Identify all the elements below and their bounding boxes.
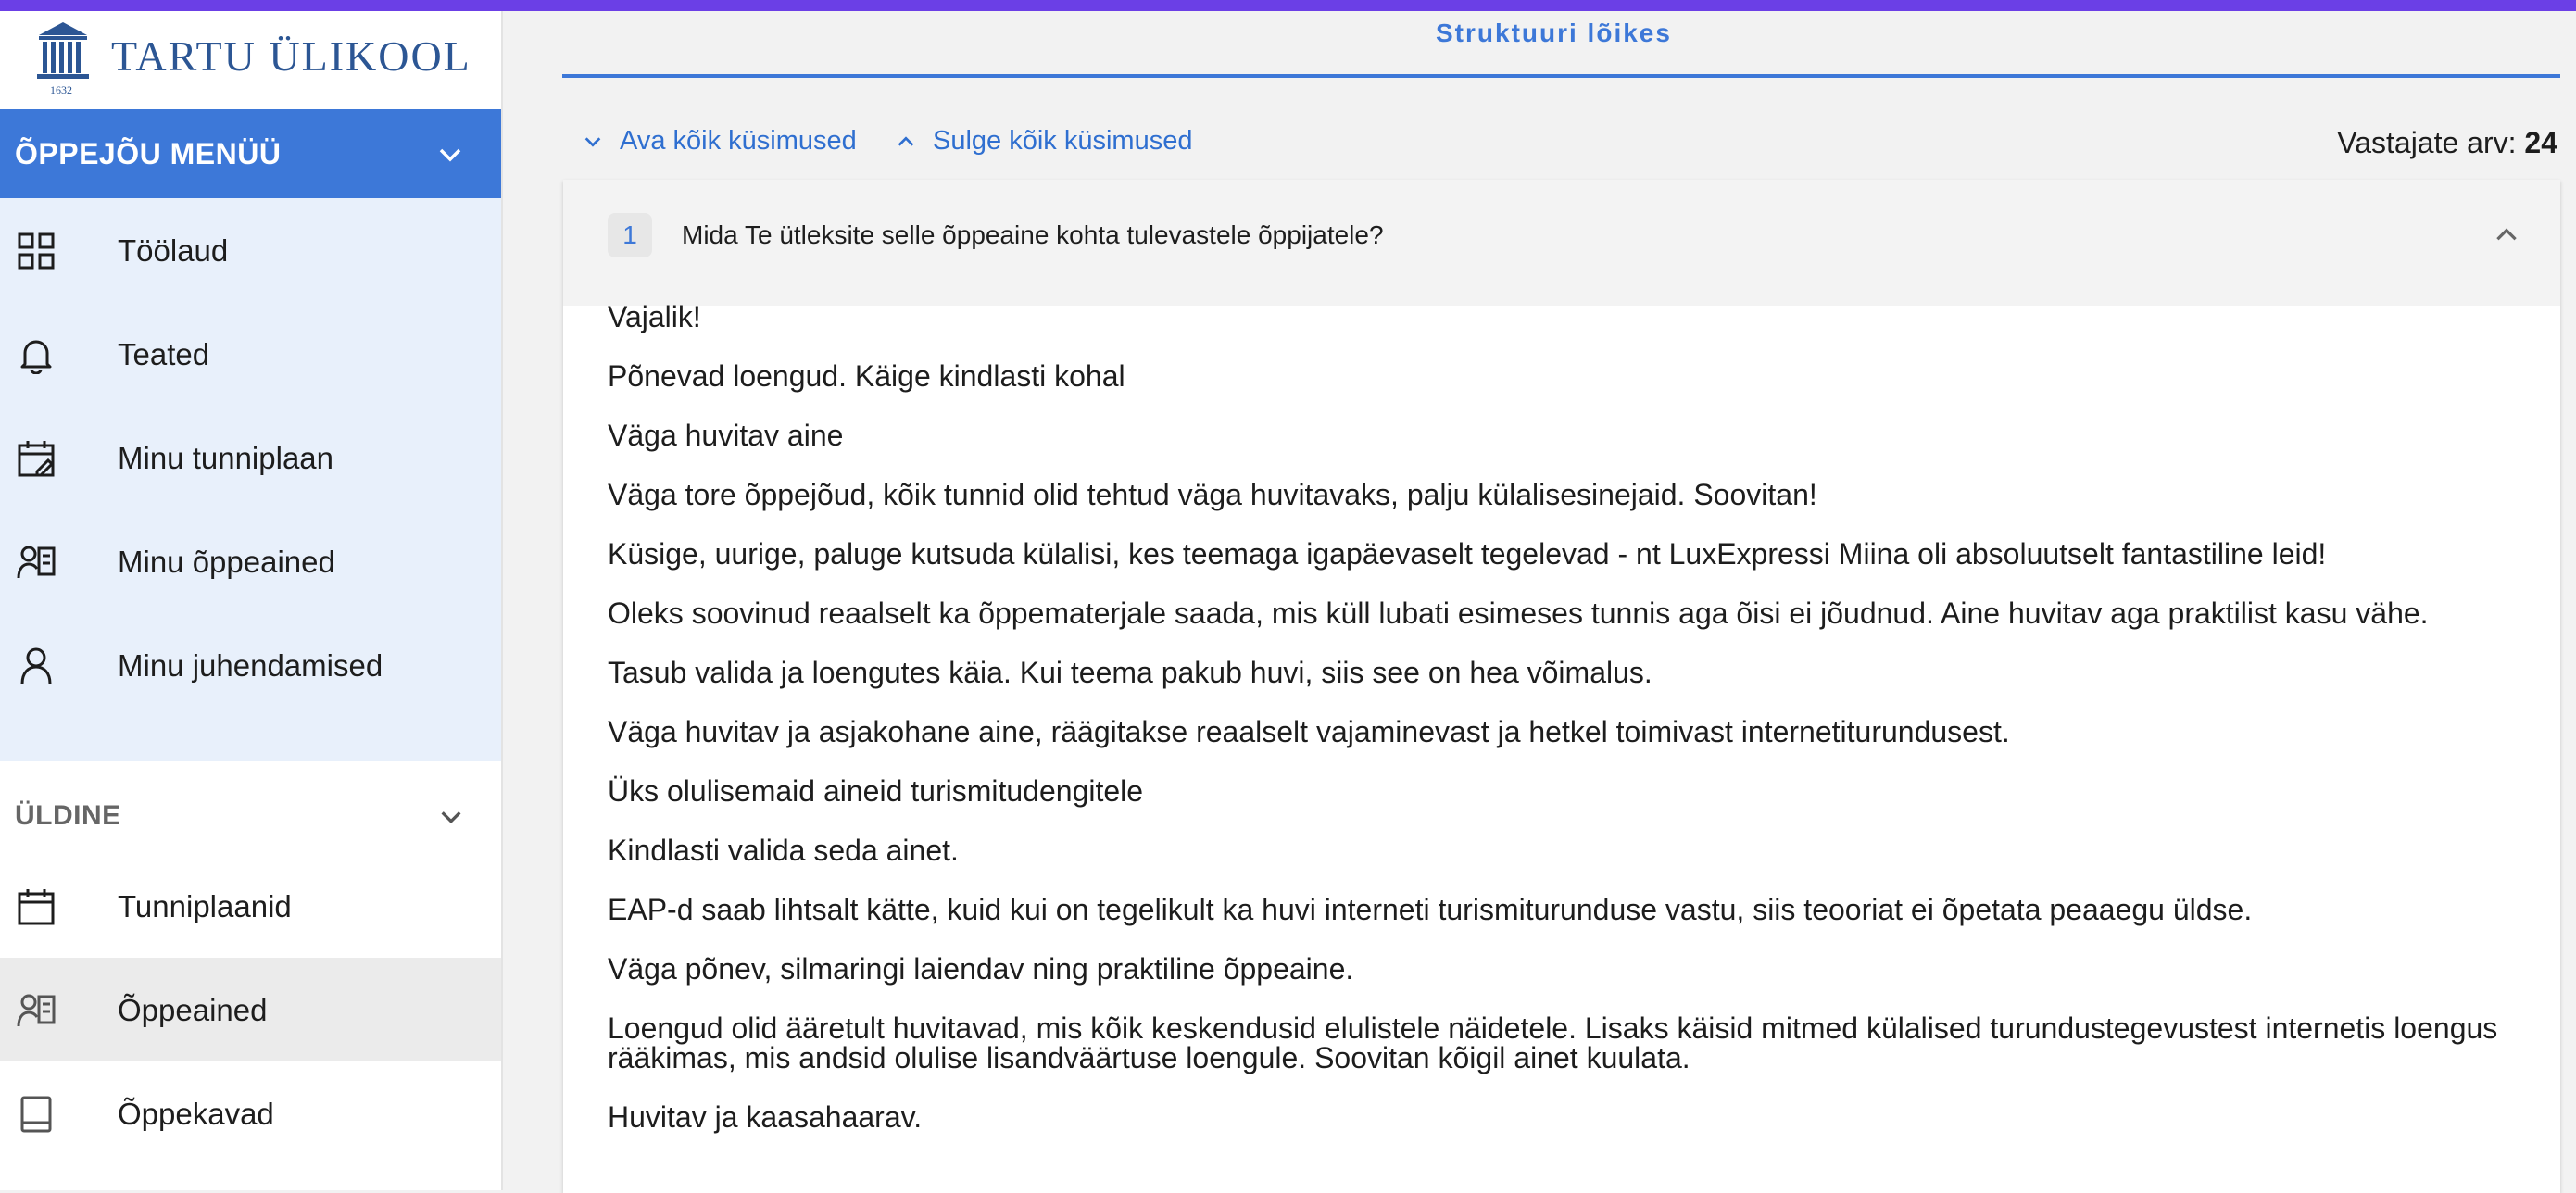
teacher-menu (0, 198, 501, 761)
menu-item-minu-oppeained[interactable] (0, 509, 501, 613)
founded-year: 1632 (50, 83, 72, 96)
menu-item-minu-juhendamised[interactable] (0, 613, 501, 717)
chevron-up-icon (896, 132, 916, 152)
menu-item-toolaud[interactable] (0, 198, 501, 302)
main-content (503, 11, 2576, 1190)
menu-item-label: Teated (118, 337, 210, 371)
respondents-label: Vastajate arv: (2337, 126, 2517, 159)
answer-item: Vajalik! (608, 300, 701, 333)
university-logo[interactable] (0, 11, 501, 109)
menu-item-tunniplaanid[interactable] (0, 854, 501, 958)
menu-item-oppeained[interactable] (0, 958, 501, 1061)
answer-item: Üks olulisemaid aineid turismitudengitele (608, 774, 1144, 808)
answer-item: Huvitav ja kaasahaarav. (608, 1100, 923, 1134)
question-card (563, 180, 2560, 1193)
answer-item: Loengud olid ääretult huvitavad, mis kõik keskendusid elulistele näidetele. Lisaks käisid mitmed külalised turundustegevustest internetis loengus rääkimas, mis andsid olulise lisandväärtuse loengule. Soovitan kõigil ainet kuulata. (608, 1011, 2498, 1074)
expand-all-label: Ava kõik küsimused (620, 126, 857, 156)
calendar-edit-icon (17, 439, 56, 478)
tab-underline (562, 74, 2560, 78)
question-text: Mida Te ütleksite selle õppeaine kohta tulevastele õppijatele? (682, 220, 1384, 249)
answer-item: Küsige, uurige, paluge kutsuda külalisi, kes teemaga igapäevaselt tegelevad - nt LuxExpressi Miina oli absoluutselt fantastiline leid! (608, 537, 2327, 571)
menu-item-label: Minu tunniplaan (118, 441, 333, 475)
expand-all-button[interactable] (583, 126, 857, 157)
chevron-down-icon (436, 141, 464, 169)
calendar-icon (17, 887, 56, 926)
menu-item-label: Tunniplaanid (118, 889, 292, 923)
tab-struktuuri-loikes[interactable]: Struktuuri lõikes (1436, 19, 1672, 47)
menu-item-label: Õppeained (118, 993, 268, 1027)
teacher-menu-header[interactable] (0, 109, 501, 198)
question-header[interactable] (563, 180, 2560, 306)
menu-item-label: Töölaud (118, 233, 229, 268)
menu-item-label: Minu juhendamised (118, 648, 383, 683)
book-icon (17, 1095, 56, 1134)
chevron-down-icon (438, 804, 464, 830)
teacher-board-icon (17, 991, 56, 1030)
teacher-board-icon (17, 543, 56, 582)
question-number-badge: 1 (608, 213, 652, 257)
answer-item: Väga põnev, silmaringi laiendav ning praktiline õppeaine. (608, 952, 1354, 986)
person-icon (17, 647, 56, 685)
dashboard-grid-icon (17, 232, 56, 270)
menu-item-label: Õppekavad (118, 1097, 274, 1131)
chevron-down-icon (583, 132, 603, 152)
menu-item-oppekavad[interactable] (0, 1061, 501, 1165)
university-name: TARTU ÜLIKOOL (111, 32, 471, 80)
answer-item: Oleks soovinud reaalselt ka õppematerjale saada, mis küll lubati esimeses tunnis aga õisi ei jõudnud. Aine huvitav aga praktilist kasu vähe. (608, 596, 2429, 630)
chevron-up-icon[interactable] (2492, 220, 2521, 250)
respondents-count (2337, 126, 2557, 160)
teacher-menu-title: ÕPPEJÕU MENÜÜ (15, 137, 282, 170)
collapse-all-label: Sulge kõik küsimused (933, 126, 1193, 156)
answer-item: Väga tore õppejõud, kõik tunnid olid tehtud väga huvitavaks, palju külalisesinejaid. Soovitan! (608, 478, 1817, 511)
menu-item-teated[interactable] (0, 302, 501, 406)
general-section-title: ÜLDINE (15, 800, 121, 831)
bell-icon (17, 335, 56, 374)
collapse-all-button[interactable] (896, 126, 1192, 157)
menu-item-label: Minu õppeained (118, 545, 335, 579)
answer-item: EAP-d saab lihtsalt kätte, kuid kui on tegelikult ka huvi interneti turismiturunduse vastu, siis teooriat ei õpetata peaaegu üldse. (608, 893, 2253, 926)
answer-item: Tasub valida ja loengutes käia. Kui teema pakub huvi, siis see on hea võimalus. (608, 656, 1652, 689)
answer-list (608, 302, 2534, 1162)
top-accent-line (0, 0, 2576, 11)
respondents-value: 24 (2524, 126, 2557, 159)
answer-item: Kindlasti valida seda ainet. (608, 834, 959, 867)
answer-item: Põnevad loengud. Käige kindlasti kohal (608, 359, 1125, 393)
general-section-header[interactable] (0, 761, 501, 854)
menu-item-minu-tunniplaan[interactable] (0, 406, 501, 509)
answer-item: Väga huvitav ja asjakohane aine, räägitakse reaalselt vajaminevast ja hetkel toimivast internetiturundusest. (608, 715, 2010, 748)
sidebar (0, 11, 503, 1190)
answer-item: Väga huvitav aine (608, 419, 844, 452)
